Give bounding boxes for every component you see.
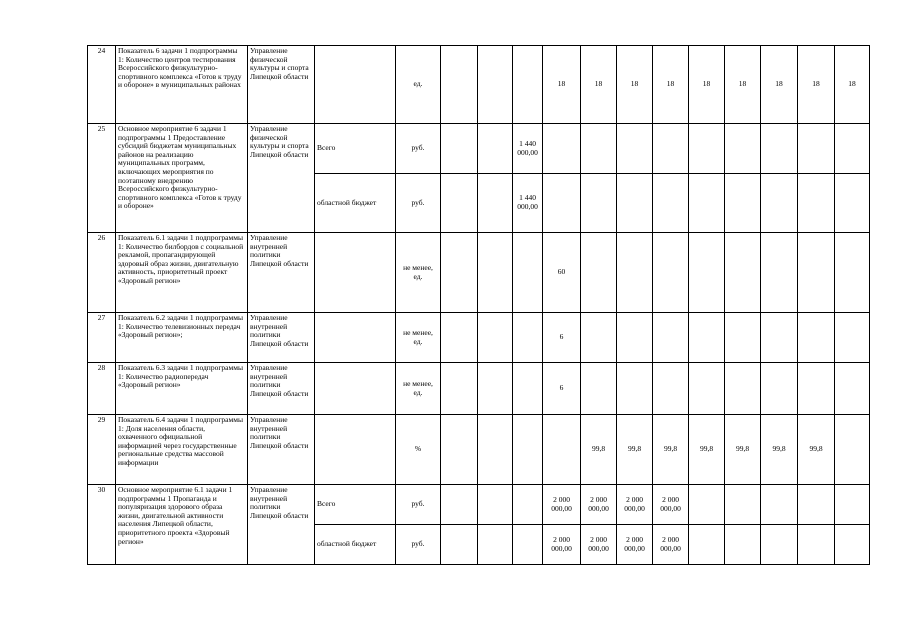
indicator-name: Показатель 6.2 задачи 1 подпрограммы 1: Количество телевизионных передач «Здоровый регион»;	[116, 313, 248, 363]
year-value	[513, 363, 543, 415]
year-value: 1 440 000,00	[513, 174, 543, 233]
year-value	[581, 363, 617, 415]
year-value	[513, 485, 543, 525]
year-value: 99,8	[761, 415, 798, 485]
table-row-25	[88, 124, 870, 174]
executor: Управление физической культуры и спорта Липецкой области	[248, 124, 315, 233]
indicator-name: Основное мероприятие 6.1 задачи 1 подпрограммы 1 Пропаганда и популяризация здорового образа жизни, двигательной активности населения Липецкой области, приоритетного проекта «Здоровый регион»	[116, 485, 248, 565]
year-value	[761, 233, 798, 313]
year-value: 18	[543, 46, 581, 124]
year-value	[835, 313, 870, 363]
year-value	[689, 525, 725, 565]
plan-table	[87, 45, 870, 565]
year-value	[513, 415, 543, 485]
row-number: 26	[88, 233, 116, 313]
year-value	[617, 313, 653, 363]
year-value: 1 440 000,00	[513, 124, 543, 174]
indicator-name: Показатель 6.4 задачи 1 подпрограммы 1: Доля населения области, охваченного официальной информацией через государственные региональные средства массовой информации	[116, 415, 248, 485]
year-value	[581, 313, 617, 363]
year-value	[835, 174, 870, 233]
year-value: 2 000 000,00	[543, 525, 581, 565]
funding-source: областной бюджет	[315, 525, 396, 565]
source-cell	[315, 233, 396, 313]
year-value	[725, 485, 761, 525]
row-number: 25	[88, 124, 116, 233]
year-value	[725, 525, 761, 565]
year-value	[581, 124, 617, 174]
year-value	[581, 174, 617, 233]
year-value	[835, 415, 870, 485]
year-value	[725, 363, 761, 415]
year-value: 18	[798, 46, 835, 124]
year-value: 18	[835, 46, 870, 124]
year-value	[653, 313, 689, 363]
executor: Управление внутренней политики Липецкой области	[248, 313, 315, 363]
year-value	[725, 233, 761, 313]
year-value	[725, 313, 761, 363]
empty-cell	[441, 363, 478, 415]
year-value	[689, 233, 725, 313]
empty-cell	[441, 233, 478, 313]
year-value: 99,8	[689, 415, 725, 485]
empty-cell	[478, 415, 513, 485]
empty-cell	[441, 174, 478, 233]
year-value	[835, 233, 870, 313]
row-number: 27	[88, 313, 116, 363]
year-value: 2 000 000,00	[617, 485, 653, 525]
indicator-name: Показатель 6.1 задачи 1 подпрограммы 1: Количество билбордов с социальной рекламой, пропагандирующей здоровый образ жизни, двигательную активность, приоритетный проект «Здоровый регион»	[116, 233, 248, 313]
year-value: 18	[725, 46, 761, 124]
year-value	[798, 525, 835, 565]
year-value	[761, 485, 798, 525]
year-value	[689, 124, 725, 174]
year-value	[835, 363, 870, 415]
table-row-28	[88, 363, 870, 415]
year-value	[798, 124, 835, 174]
year-value: 18	[761, 46, 798, 124]
source-cell	[315, 46, 396, 124]
year-value	[835, 124, 870, 174]
funding-source: областной бюджет	[315, 174, 396, 233]
unit: руб.	[396, 485, 441, 525]
empty-cell	[441, 525, 478, 565]
year-value	[761, 363, 798, 415]
year-value: 99,8	[725, 415, 761, 485]
empty-cell	[478, 485, 513, 525]
year-value	[653, 233, 689, 313]
table-row-24	[88, 46, 870, 124]
year-value	[725, 124, 761, 174]
year-value	[761, 174, 798, 233]
row-number: 30	[88, 485, 116, 565]
year-value: 2 000 000,00	[581, 485, 617, 525]
year-value	[543, 415, 581, 485]
year-value	[798, 363, 835, 415]
year-value	[653, 174, 689, 233]
year-value: 2 000 000,00	[543, 485, 581, 525]
row-number: 29	[88, 415, 116, 485]
year-value	[798, 485, 835, 525]
year-value	[835, 485, 870, 525]
year-value	[513, 313, 543, 363]
year-value	[617, 233, 653, 313]
year-value	[761, 124, 798, 174]
empty-cell	[478, 233, 513, 313]
empty-cell	[478, 313, 513, 363]
empty-cell	[441, 485, 478, 525]
unit: не менее, ед.	[396, 233, 441, 313]
empty-cell	[478, 124, 513, 174]
year-value: 60	[543, 233, 581, 313]
year-value	[617, 363, 653, 415]
year-value: 2 000 000,00	[581, 525, 617, 565]
table-row-30	[88, 485, 870, 525]
year-value: 6	[543, 313, 581, 363]
executor: Управление внутренней политики Липецкой области	[248, 415, 315, 485]
year-value: 99,8	[617, 415, 653, 485]
year-value	[689, 313, 725, 363]
funding-source: Всего	[315, 124, 396, 174]
executor: Управление физической культуры и спорта Липецкой области	[248, 46, 315, 124]
empty-cell	[441, 46, 478, 124]
funding-source: Всего	[315, 485, 396, 525]
indicator-name: Показатель 6 задачи 1 подпрограммы 1: Количество центров тестирования Всероссийского физкультурно-спортивного комплекса «Готов к труду и обороне» в муниципальных районах	[116, 46, 248, 124]
year-value: 18	[689, 46, 725, 124]
empty-cell	[441, 313, 478, 363]
indicator-name: Основное мероприятие 6 задачи 1 подпрограммы 1 Предоставление субсидий бюджетам муниципальных районов на реализацию муниципальных программ, включающих мероприятия по поэтапному внедрению Всероссийского физкультурно-спортивного комплекса «Готов к труду и обороне»	[116, 124, 248, 233]
unit: ед.	[396, 46, 441, 124]
empty-cell	[478, 363, 513, 415]
indicator-name: Показатель 6.3 задачи 1 подпрограммы 1: Количество радиопередач «Здоровый регион»	[116, 363, 248, 415]
year-value	[689, 485, 725, 525]
year-value	[835, 525, 870, 565]
year-value	[617, 174, 653, 233]
year-value	[798, 174, 835, 233]
year-value	[653, 363, 689, 415]
year-value: 99,8	[798, 415, 835, 485]
year-value	[689, 363, 725, 415]
row-number: 24	[88, 46, 116, 124]
empty-cell	[441, 124, 478, 174]
empty-cell	[478, 46, 513, 124]
year-value: 2 000 000,00	[653, 485, 689, 525]
year-value: 6	[543, 363, 581, 415]
source-cell	[315, 415, 396, 485]
year-value	[513, 233, 543, 313]
unit: руб.	[396, 525, 441, 565]
unit: не менее, ед.	[396, 313, 441, 363]
year-value	[761, 525, 798, 565]
year-value	[798, 233, 835, 313]
unit: не менее, ед.	[396, 363, 441, 415]
year-value: 2 000 000,00	[653, 525, 689, 565]
row-number: 28	[88, 363, 116, 415]
executor: Управление внутренней политики Липецкой области	[248, 233, 315, 313]
table-row-29	[88, 415, 870, 485]
year-value	[798, 313, 835, 363]
year-value: 18	[617, 46, 653, 124]
year-value	[653, 124, 689, 174]
year-value	[761, 313, 798, 363]
year-value: 18	[653, 46, 689, 124]
unit: %	[396, 415, 441, 485]
unit: руб.	[396, 174, 441, 233]
empty-cell	[441, 415, 478, 485]
unit: руб.	[396, 124, 441, 174]
year-value	[689, 174, 725, 233]
executor: Управление внутренней политики Липецкой области	[248, 485, 315, 565]
year-value	[543, 124, 581, 174]
year-value	[725, 174, 761, 233]
table-row-26	[88, 233, 870, 313]
year-value: 2 000 000,00	[617, 525, 653, 565]
source-cell	[315, 313, 396, 363]
source-cell	[315, 363, 396, 415]
year-value	[513, 46, 543, 124]
year-value	[543, 174, 581, 233]
empty-cell	[478, 174, 513, 233]
year-value: 99,8	[653, 415, 689, 485]
year-value	[617, 124, 653, 174]
year-value	[513, 525, 543, 565]
table-row-27	[88, 313, 870, 363]
empty-cell	[478, 525, 513, 565]
year-value: 99,8	[581, 415, 617, 485]
year-value	[581, 233, 617, 313]
year-value: 18	[581, 46, 617, 124]
executor: Управление внутренней политики Липецкой области	[248, 363, 315, 415]
